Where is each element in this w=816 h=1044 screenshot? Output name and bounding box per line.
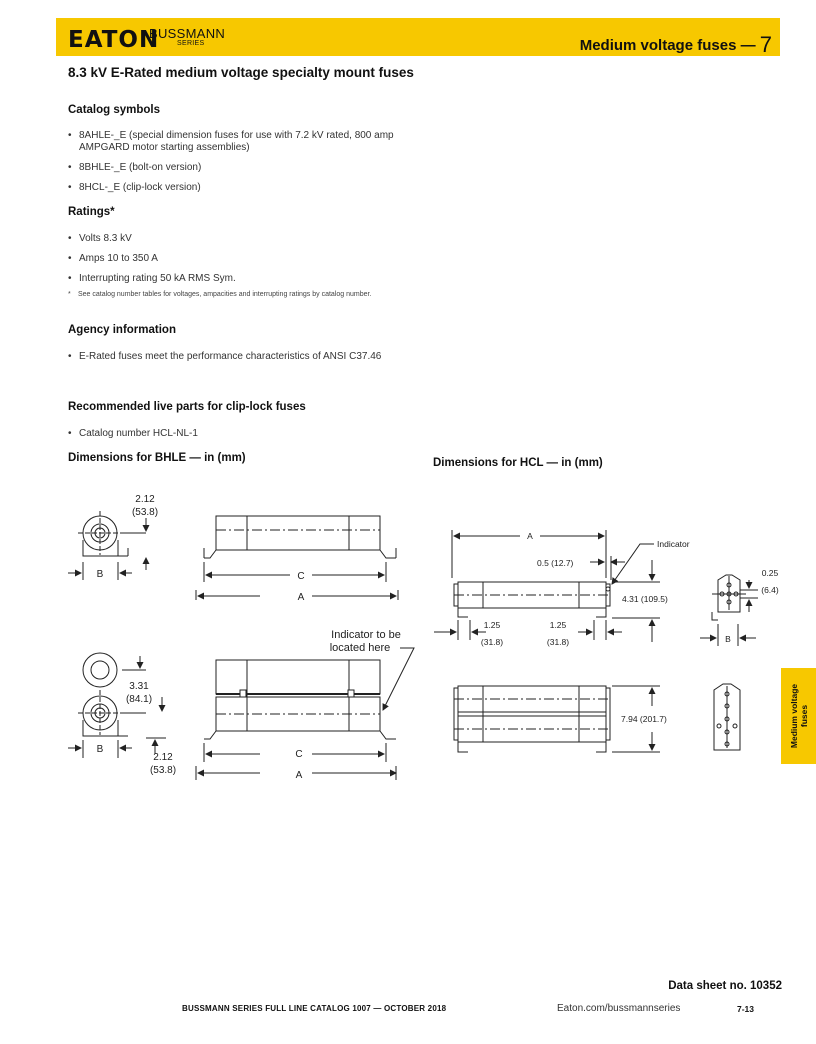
bhle-dim-top-mm: (53.8) — [131, 507, 159, 518]
hcl-side-view-top — [434, 530, 660, 642]
hcl-heading: Dimensions for HCL — in (mm) — [433, 457, 603, 469]
agency-heading: Agency information — [68, 324, 176, 336]
footnote-text: See catalog number tables for voltages, ampacities and interrupting ratings by catalog number. — [78, 291, 372, 298]
bhle-end-view-top — [68, 511, 146, 580]
eaton-logo: EATON — [68, 27, 160, 53]
hcl-dim-left-in: 1.25 — [483, 620, 501, 630]
list-item: • Amps 10 to 350 A — [68, 253, 398, 265]
list-item: • Catalog number HCL-NL-1 — [68, 428, 398, 440]
bhle-dim-bottom-in: 2.12 — [153, 752, 173, 763]
page-number: 7-13 — [737, 1004, 755, 1014]
bhle-label-c-bottom: C — [295, 749, 303, 760]
bhle-dim-bottom-mm: (53.8) — [149, 765, 177, 776]
hcl-dim-height: 4.31 (109.5) — [622, 594, 668, 604]
bhle-side-view-top — [196, 516, 398, 600]
bussmann-series-label: SERIES — [177, 40, 205, 47]
datasheet-number: Data sheet no. 10352 — [668, 980, 782, 992]
section-number: 7 — [759, 32, 772, 57]
ratings-heading: Ratings* — [68, 206, 115, 218]
footer-url-link[interactable]: Eaton.com/bussmannseries — [557, 1003, 681, 1014]
footnote-mark: * — [68, 291, 71, 298]
bhle-label-b-top: B — [96, 569, 104, 580]
list-item: • 8BHLE-_E (bolt-on version) — [68, 162, 398, 174]
side-section-tab[interactable] — [781, 668, 816, 764]
catalog-symbols-heading: Catalog symbols — [68, 104, 161, 116]
bhle-heading: Dimensions for BHLE — in (mm) — [68, 452, 246, 464]
bussmann-logo: BUSSMANN — [149, 26, 226, 41]
bhle-end-view-bottom — [68, 653, 166, 758]
list-item: • E-Rated fuses meet the performance characteristics of ANSI C37.46 — [68, 351, 398, 363]
side-tab-line1: Medium voltage — [788, 683, 799, 749]
footer-catalog: BUSSMANN SERIES FULL LINE CATALOG 1007 — OCTOBER 2018 — [182, 1004, 447, 1013]
bhle-indicator-line1: Indicator to be — [331, 629, 401, 641]
bhle-dim-mid-mm: (84.1) — [125, 694, 153, 705]
hcl-dim-right-in: 1.25 — [549, 620, 567, 630]
live-parts-heading: Recommended live parts for clip-lock fuses — [68, 401, 306, 413]
hcl-dim-right-mm: (31.8) — [546, 637, 570, 647]
list-item: • 8AHLE-_E (special dimension fuses for use with 7.2 kV rated, 800 amp AMPGARD motor starting assemblies) — [68, 130, 398, 154]
bhle-side-view-bottom — [196, 648, 414, 780]
hcl-dim-left-mm: (31.8) — [480, 637, 504, 647]
hcl-dim-side-in: 0.25 — [761, 568, 779, 578]
bhle-dim-top-in: 2.12 — [135, 494, 155, 505]
bhle-label-a-top: A — [297, 592, 305, 603]
hcl-dim-side-mm: (6.4) — [761, 585, 779, 595]
list-item: • Interrupting rating 50 kA RMS Sym. — [68, 273, 398, 285]
hcl-label-b: B — [725, 634, 731, 644]
section-title-text: Medium voltage fuses — — [579, 37, 756, 54]
bhle-dim-mid-in: 3.31 — [129, 681, 149, 692]
bhle-label-b-bottom: B — [96, 744, 104, 755]
hcl-indicator-label: Indicator — [657, 539, 690, 549]
side-tab-line2: fuses — [798, 704, 809, 728]
bhle-indicator-line2: located here — [329, 642, 391, 654]
hcl-end-view-bottom — [714, 684, 740, 750]
side-tab-label — [789, 684, 809, 748]
hcl-dim-double-height: 7.94 (201.7) — [621, 714, 667, 724]
list-item: • 8HCL-_E (clip-lock version) — [68, 182, 398, 194]
page-title: 8.3 kV E-Rated medium voltage specialty mount fuses — [68, 65, 414, 80]
bhle-label-c-top: C — [297, 571, 305, 582]
list-item: • Volts 8.3 kV — [68, 233, 398, 245]
hcl-label-a: A — [527, 531, 533, 541]
hcl-dim-offset: 0.5 (12.7) — [537, 558, 574, 568]
bhle-label-a-bottom: A — [295, 770, 303, 781]
